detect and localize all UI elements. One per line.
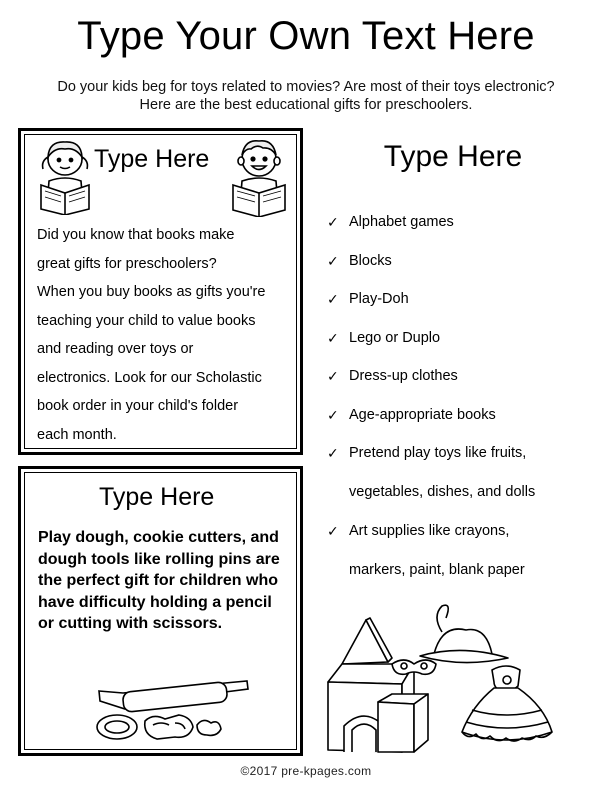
check-icon: ✓: [327, 445, 339, 461]
playdough-box-title: Type Here: [99, 483, 215, 511]
books-box-line: each month.: [37, 426, 117, 443]
list-item: [327, 329, 597, 348]
list-item-text: Art supplies like crayons,: [349, 522, 510, 539]
rolling-pin-and-cookie-cutters-illustration: [93, 675, 253, 747]
list-item: [327, 252, 597, 271]
list-item: [327, 406, 597, 425]
list-item-continuation: markers, paint, blank paper: [349, 561, 525, 578]
books-box-line: electronics. Look for our Scholastic: [37, 369, 262, 386]
check-icon: ✓: [327, 406, 339, 423]
toys-illustration: [322, 602, 584, 758]
list-item-continuation: vegetables, dishes, and dolls: [349, 484, 536, 500]
books-box: [18, 128, 303, 455]
books-box-line: and reading over toys or: [37, 341, 194, 357]
books-box-title: Type Here: [94, 145, 210, 173]
books-box-line: Did you know that books make: [37, 227, 235, 243]
list-item-text: Dress-up clothes: [349, 368, 458, 384]
list-item-text: Age-appropriate books: [349, 406, 496, 423]
check-icon: ✓: [327, 214, 339, 230]
list-item-text: Alphabet games: [349, 214, 454, 230]
check-icon: ✓: [327, 252, 339, 269]
boy-reading-illustration: [227, 133, 291, 217]
list-item-text: Blocks: [349, 252, 392, 269]
list-item: [327, 367, 597, 386]
page-subtitle: Do your kids beg for toys related to movies? Are most of their toys electronic? Here are the best educational gifts for preschoolers.: [57, 79, 555, 113]
list-item-text: Play-Doh: [349, 291, 409, 307]
books-box-line: When you buy books as gifts you're: [37, 284, 266, 300]
footer-copyright: ©2017 pre-kpages.com: [240, 764, 372, 778]
list-item: [327, 290, 597, 309]
books-box-line: book order in your child's folder: [37, 398, 239, 414]
page-title: Type Your Own Text Here: [77, 14, 535, 58]
check-icon: ✓: [327, 368, 339, 384]
check-icon: ✓: [327, 329, 339, 346]
check-icon: ✓: [327, 291, 339, 307]
check-icon: ✓: [327, 522, 339, 539]
books-box-body: [37, 221, 297, 449]
list-item: [327, 444, 597, 502]
books-box-line: great gifts for preschoolers?: [37, 255, 217, 272]
girl-reading-illustration: [35, 135, 95, 215]
list-item: [327, 213, 597, 232]
gift-checklist: [327, 213, 597, 599]
list-item-text: Lego or Duplo: [349, 329, 441, 346]
list-item: [327, 522, 597, 580]
gift-list-title: Type Here: [383, 140, 523, 173]
list-item-text: Pretend play toys like fruits,: [349, 445, 527, 461]
playdough-box-body: Play dough, cookie cutters, and dough tools like rolling pins are the perfect gift for children who have difficulty holding a pencil or cutting with scissors.: [38, 529, 280, 632]
playdough-box: [18, 466, 303, 756]
books-box-line: teaching your child to value books: [37, 312, 256, 329]
